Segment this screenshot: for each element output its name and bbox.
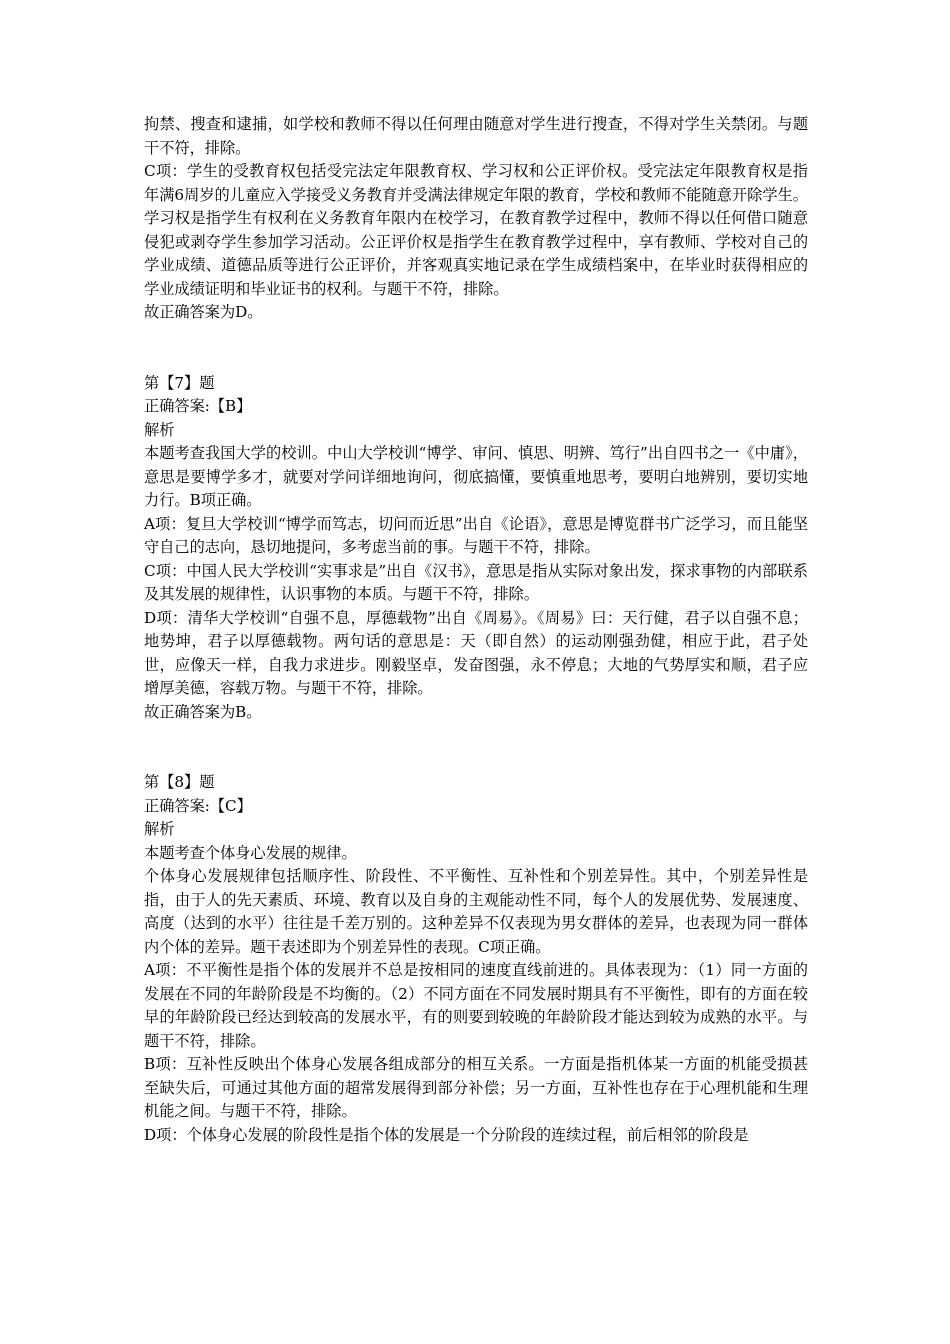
section-spacer — [144, 325, 808, 372]
analysis-label: 解析 — [144, 820, 175, 838]
question-heading: 第【8】题 — [144, 773, 215, 791]
paragraph: D项：清华大学校训“自强不息，厚德载物”出自《周易》。《周易》曰：天行健，君子以自强不息；地势坤，君子以厚德载物。两句话的意思是：天（即自然）的运动刚强劲健，相应于此，君子处世，应像天一样，自我力求进步。刚毅坚卓，发奋图强，永不停息；大地的气势厚实和顺，君子应增厚美德，容载万物。与题干不符，排除。 — [144, 608, 808, 697]
paragraph: C项：中国人民大学校训“实事求是”出自《汉书》，意思是指从实际对象出发，探求事物的内部联系及其发展的规律性，认识事物的本质。与题干不符，排除。 — [144, 561, 808, 603]
paragraph: A项：复旦大学校训“博学而笃志，切问而近思”出自《论语》，意思是博览群书广泛学习，而且能坚守自己的志向，恳切地提问，多考虑当前的事。与题干不符，排除。 — [144, 514, 808, 556]
section-spacer — [144, 724, 808, 771]
question-heading: 第【7】题 — [144, 373, 215, 392]
question-6-continuation — [144, 113, 808, 325]
paragraph: 本题考查个体身心发展的规律。 — [144, 843, 357, 862]
paragraph: 本题考查我国大学的校训。中山大学校训“博学、审问、慎思、明辨、笃行”出自四书之一《中庸》，意思是要博学多才，就要对学问详细地询问，彻底搞懂，要慎重地思考，要明白地辨别，要切实地力行。B项正确。 — [144, 444, 808, 509]
paragraph: C项：学生的受教育权包括受完法定年限教育权、学习权和公正评价权。受完法定年限教育权是指年满6周岁的儿童应入学接受义务教育并受满法律规定年限的教育，学校和教师不能随意开除学生。学习权是指学生有权利在义务教育年限内在校学习，在教育教学过程中，教师不得以任何借口随意侵犯或剥夺学生参加学习活动。公正评价权是指学生在教育教学过程中，享有教师、学校对自己的学业成绩、道德品质等进行公正评价，并客观真实地记录在学生成绩档案中，在毕业时获得相应的学业成绩证明和毕业证书的权利。与题干不符，排除。 — [144, 162, 808, 298]
paragraph: 个体身心发展规律包括顺序性、阶段性、不平衡性、互补性和个别差异性。其中，个别差异性是指，由于人的先天素质、环境、教育以及自身的主观能动性不同，每个人的发展优势、发展速度、高度（达到的水平）往往是千差万别的。这种差异不仅表现为男女群体的差异，也表现为同一群体内个体的差异。题干表述即为个别差异性的表现。C项正确。 — [144, 867, 808, 956]
document-page — [144, 113, 808, 1147]
analysis-label: 解析 — [144, 420, 175, 439]
correct-answer: 正确答案:【B】 — [144, 397, 252, 415]
paragraph: D项：个体身心发展的阶段性是指个体的发展是一个分阶段的连续过程，前后相邻的阶段是 — [144, 1125, 749, 1144]
question-8 — [144, 771, 808, 1147]
question-7 — [144, 372, 808, 725]
paragraph: 拘禁、搜查和逮捕，如学校和教师不得以任何理由随意对学生进行搜查，不得对学生关禁闭。与题干不符，排除。 — [144, 115, 808, 157]
paragraph: A项：不平衡性是指个体的发展并不总是按相同的速度直线前进的。具体表现为：（1）同一方面的发展在不同的年龄阶段是不均衡的。（2）不同方面在不同发展时期具有不平衡性，即有的方面在较早的年龄阶段已经达到较高的发展水平，有的则要到较晚的年龄阶段才能达到较为成熟的水平。与题干不符，排除。 — [144, 961, 808, 1050]
paragraph: B项：互补性反映出个体身心发展各组成部分的相互关系。一方面是指机体某一方面的机能受损甚至缺失后，可通过其他方面的超常发展得到部分补偿；另一方面，互补性也存在于心理机能和生理机能之间。与题干不符，排除。 — [144, 1055, 808, 1120]
paragraph: 故正确答案为B。 — [144, 702, 262, 721]
correct-answer: 正确答案:【C】 — [144, 796, 252, 815]
paragraph: 故正确答案为D。 — [144, 303, 263, 321]
